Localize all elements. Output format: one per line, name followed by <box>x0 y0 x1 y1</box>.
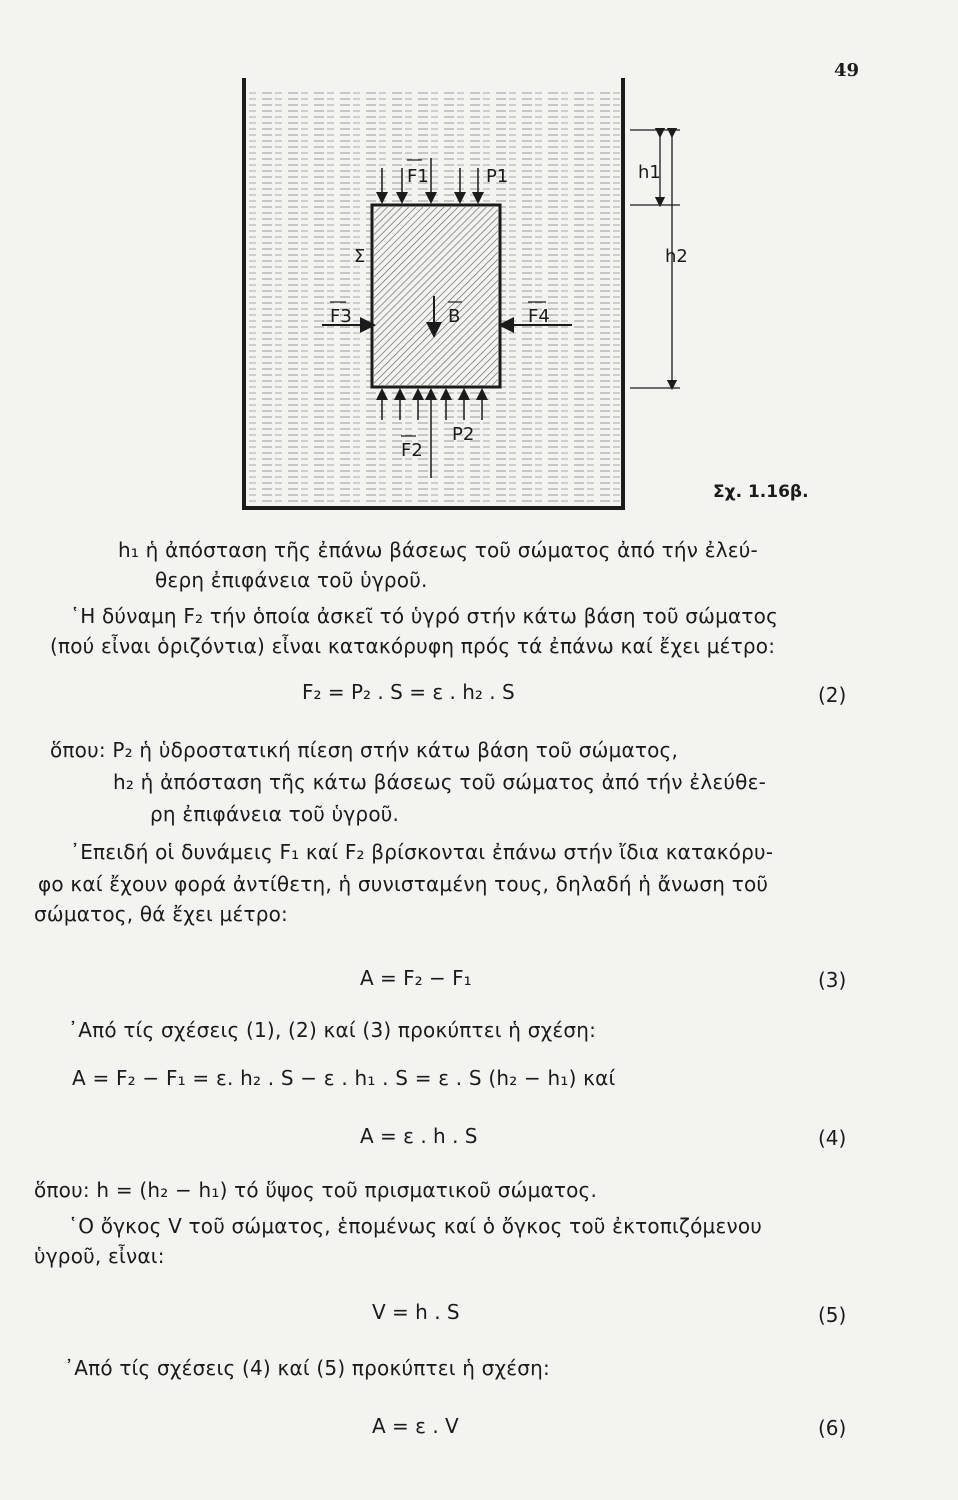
label-F2: F2 <box>401 440 423 461</box>
label-h2: h2 <box>665 246 688 267</box>
figure-submerged-body <box>0 0 958 560</box>
equation-3-number: (3) <box>818 968 847 992</box>
text-line-3: ῾Η δύναμη F₂ τήν ὁποία ἀσκεῖ τό ὑγρό στήν κάτω βάση τοῦ σώματος <box>70 604 779 628</box>
text-line-5: ὅπου: P₂ ἡ ὑδροστατική πίεση στήν κάτω βάση τοῦ σώματος, <box>50 738 679 762</box>
text-line-9: φο καί ἔχουν φορά ἀντίθετη, ἡ συνισταμένη τους, δηλαδή ἡ ἄνωση τοῦ <box>38 872 769 896</box>
label-F1: F1 <box>407 166 429 187</box>
text-line-8: ᾿Επειδή οἱ δυνάμεις F₁ καί F₂ βρίσκονται ἐπάνω στήν ἴδια κατακόρυ- <box>70 840 774 864</box>
equation-5: V = h . S <box>372 1300 460 1324</box>
label-F4: F4 <box>528 306 550 327</box>
equation-4: A = ε . h . S <box>360 1124 478 1148</box>
label-sigma: Σ <box>354 246 366 267</box>
label-h1: h1 <box>638 162 661 183</box>
text-line-7: ρη ἐπιφάνεια τοῦ ὑγροῦ. <box>150 802 400 826</box>
text-line-1: h₁ ἡ ἀπόσταση τῆς ἐπάνω βάσεως τοῦ σώματος ἀπό τήν ἐλεύ- <box>118 538 758 562</box>
figure-caption: Σχ. 1.16β. <box>713 482 809 502</box>
page-number: 49 <box>834 60 860 81</box>
equation-4-number: (4) <box>818 1126 847 1150</box>
equation-2: F₂ = P₂ . S = ε . h₂ . S <box>302 680 515 704</box>
equation-3: A = F₂ − F₁ <box>360 966 472 990</box>
text-line-14: ῾Ο ὄγκος V τοῦ σώματος, ἑπομένως καί ὁ ὄγκος τοῦ ἐκτοπιζόμενου <box>68 1214 763 1238</box>
text-line-15: ὑγροῦ, εἶναι: <box>34 1244 165 1268</box>
text-line-16: ᾿Από τίς σχέσεις (4) καί (5) προκύπτει ἡ σχέση: <box>64 1356 550 1380</box>
text-line-11: ᾿Από τίς σχέσεις (1), (2) καί (3) προκύπτει ἡ σχέση: <box>68 1018 597 1042</box>
text-line-12: A = F₂ − F₁ = ε. h₂ . S − ε . h₁ . S = ε . S (h₂ − h₁) καί <box>72 1066 616 1090</box>
label-F3: F3 <box>330 306 352 327</box>
equation-5-number: (5) <box>818 1303 847 1327</box>
equation-6: A = ε . V <box>372 1414 459 1438</box>
equation-6-number: (6) <box>818 1416 847 1440</box>
body-hatching <box>374 207 498 385</box>
label-B: B <box>448 306 461 327</box>
label-P1: P1 <box>486 166 509 187</box>
text-line-6: h₂ ἡ ἀπόσταση τῆς κάτω βάσεως τοῦ σώματος ἀπό τήν ἐλεύθε- <box>113 770 767 794</box>
text-line-13: ὅπου: h = (h₂ − h₁) τό ὕψος τοῦ πρισματικοῦ σώματος. <box>34 1178 598 1202</box>
label-P2: P2 <box>452 424 475 445</box>
equation-2-number: (2) <box>818 683 847 707</box>
text-line-10: σώματος, θά ἔχει μέτρο: <box>34 902 288 926</box>
text-line-4: (πού εἶναι ὁριζόντια) εἶναι κατακόρυφη πρός τά ἐπάνω καί ἔχει μέτρο: <box>50 634 776 658</box>
text-line-2: θερη ἐπιφάνεια τοῦ ὑγροῦ. <box>155 568 428 592</box>
